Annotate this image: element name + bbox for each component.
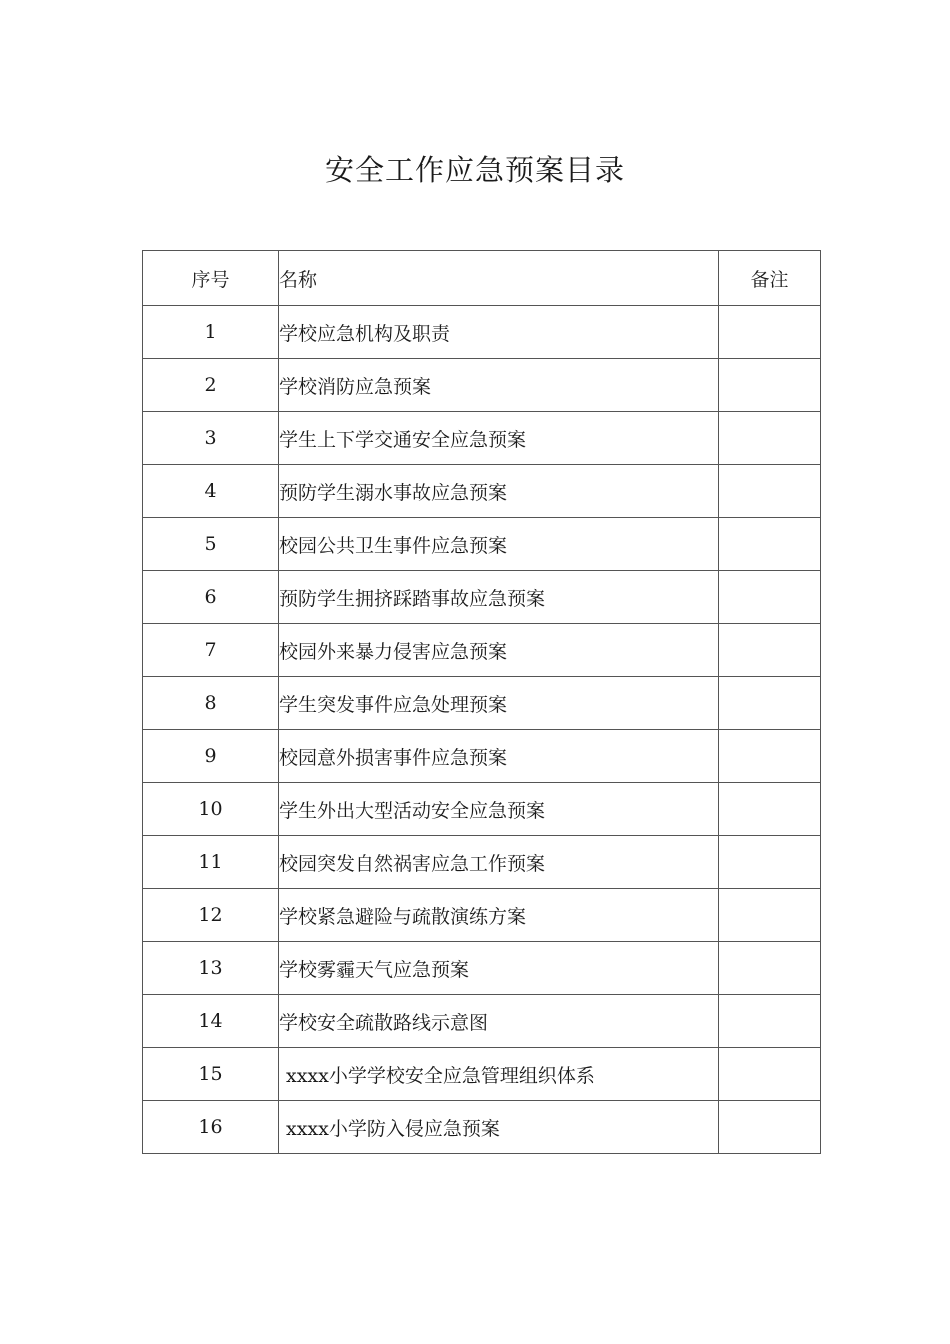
table-row [143,889,821,942]
row-remarks [719,836,821,889]
row-remarks [719,518,821,571]
row-name: 预防学生拥挤踩踏事故应急预案 [279,571,719,624]
row-remarks [719,624,821,677]
row-number: 8 [143,677,279,730]
row-remarks [719,306,821,359]
row-number: 13 [143,942,279,995]
table-header-row [143,251,821,306]
row-name: 学生突发事件应急处理预案 [279,677,719,730]
row-name: 学校消防应急预案 [279,359,719,412]
table-row [143,306,821,359]
table-row [143,571,821,624]
row-name: 校园突发自然祸害应急工作预案 [279,836,719,889]
row-name: xxxx小学学校安全应急管理组织体系 [279,1048,719,1101]
table-row [143,783,821,836]
row-number: 10 [143,783,279,836]
row-remarks [719,359,821,412]
table-row [143,518,821,571]
row-number: 12 [143,889,279,942]
row-remarks [719,1048,821,1101]
table-row [143,412,821,465]
row-remarks [719,889,821,942]
row-remarks [719,730,821,783]
row-name: 校园外来暴力侵害应急预案 [279,624,719,677]
row-name: 学生上下学交通安全应急预案 [279,412,719,465]
row-name: 学校紧急避险与疏散演练方案 [279,889,719,942]
row-remarks [719,995,821,1048]
row-remarks [719,942,821,995]
page-title: 安全工作应急预案目录 [324,153,625,187]
row-name: 学生外出大型活动安全应急预案 [279,783,719,836]
table-row [143,836,821,889]
row-remarks [719,677,821,730]
row-number: 9 [143,730,279,783]
table-row [143,465,821,518]
row-remarks [719,465,821,518]
row-number: 2 [143,359,279,412]
row-number: 4 [143,465,279,518]
row-number: 3 [143,412,279,465]
row-number: 5 [143,518,279,571]
table-row [143,995,821,1048]
table-row [143,1048,821,1101]
toc-table [142,250,821,1154]
row-number: 11 [143,836,279,889]
row-name: 预防学生溺水事故应急预案 [279,465,719,518]
table-row [143,677,821,730]
row-number: 1 [143,306,279,359]
row-remarks [719,1101,821,1154]
row-remarks [719,571,821,624]
row-name: xxxx小学防入侵应急预案 [279,1101,719,1154]
row-remarks [719,412,821,465]
table-row [143,359,821,412]
row-number: 16 [143,1101,279,1154]
row-name: 校园意外损害事件应急预案 [279,730,719,783]
table-row [143,942,821,995]
header-number: 序号 [143,251,279,306]
row-name: 学校安全疏散路线示意图 [279,995,719,1048]
row-number: 15 [143,1048,279,1101]
table-row [143,730,821,783]
row-remarks [719,783,821,836]
table-row [143,624,821,677]
row-name: 学校雾霾天气应急预案 [279,942,719,995]
header-remarks: 备注 [719,251,821,306]
row-number: 6 [143,571,279,624]
header-name: 名称 [279,251,719,306]
row-name: 校园公共卫生事件应急预案 [279,518,719,571]
table-row [143,1101,821,1154]
row-number: 7 [143,624,279,677]
row-name: 学校应急机构及职责 [279,306,719,359]
row-number: 14 [143,995,279,1048]
